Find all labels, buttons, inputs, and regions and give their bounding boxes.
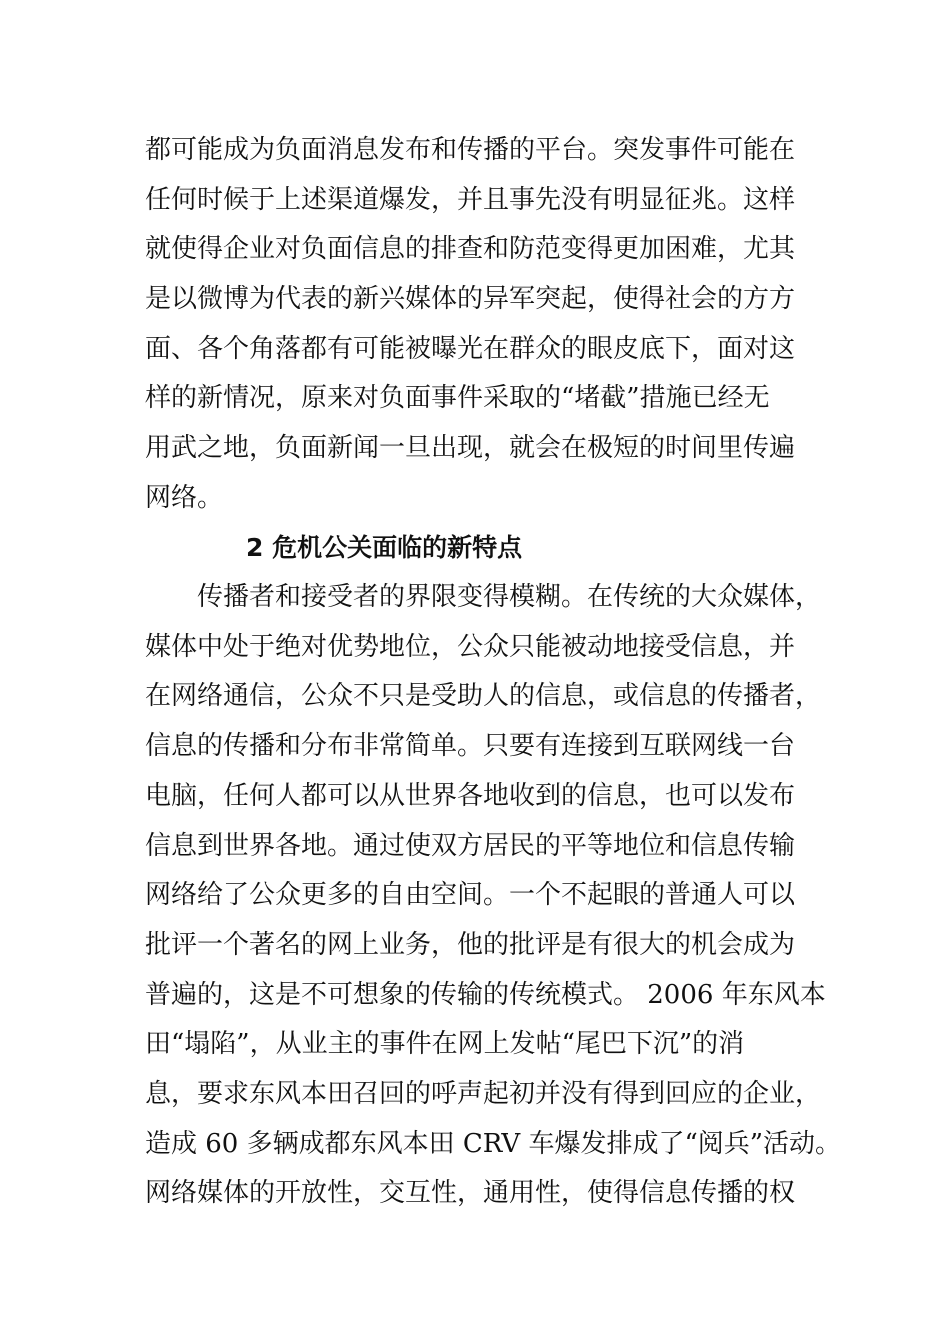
text-line: 信息到世界各地。通过使双方居民的平等地位和信息传输 [145,831,796,861]
text-line: 田“塌陷”，从业主的事件在网上发帖“尾巴下沉”的消 [145,1029,745,1059]
text-line: 在网络通信，公众不只是受助人的信息，或信息的传播者， [145,681,822,711]
text-line: 信息的传播和分布非常简单。只要有连接到互联网线一台 [145,731,796,761]
text-line: 息，要求东风本田召回的呼声起初并没有得到回应的企业， [145,1079,822,1109]
section-heading: 2 危机公关面临的新特点 [246,533,523,562]
text-line: 样的新情况，原来对负面事件采取的“堵截”措施已经无 [145,383,770,413]
text-line: 传播者和接受者的界限变得模糊。在传统的大众媒体， [197,582,822,612]
text-line: 网络媒体的开放性，交互性，通用性，使得信息传播的权 [145,1178,796,1208]
text-line: 都可能成为负面消息发布和传播的平台。突发事件可能在 [145,135,796,165]
text-line: 电脑，任何人都可以从世界各地收到的信息，也可以发布 [145,781,796,811]
text-line: 媒体中处于绝对优势地位，公众只能被动地接受信息，并 [145,632,796,662]
text-line: 是以微博为代表的新兴媒体的异军突起，使得社会的方方 [145,284,796,314]
text-line: 任何时候于上述渠道爆发，并且事先没有明显征兆。这样 [145,185,796,215]
text-line: 网络给了公众更多的自由空间。一个不起眼的普通人可以 [145,880,796,910]
text-line: 面、各个角落都有可能被曝光在群众的眼皮底下，面对这 [145,334,796,364]
text-line: 造成 60 多辆成都东风本田 CRV 车爆发排成了“阅兵”活动。 [145,1129,842,1159]
text-line: 网络。 [145,483,224,513]
text-line: 就使得企业对负面信息的排查和防范变得更加困难，尤其 [145,234,796,264]
text-line: 普遍的，这是不可想象的传输的传统模式。 2006 年东风本 [145,980,826,1010]
text-line: 批评一个著名的网上业务，他的批评是有很大的机会成为 [145,930,796,960]
text-line: 用武之地，负面新闻一旦出现，就会在极短的时间里传遍 [145,433,796,463]
